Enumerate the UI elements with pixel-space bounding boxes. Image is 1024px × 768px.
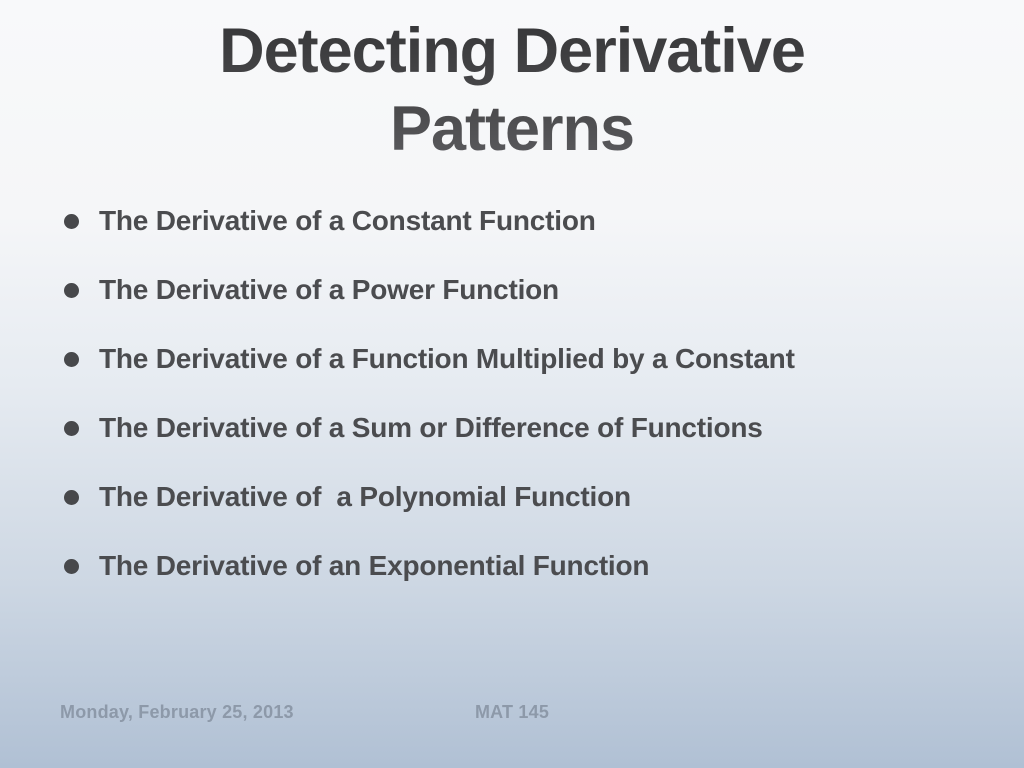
bullet-text: The Derivative of a Polynomial Function <box>99 481 631 512</box>
slide-title: Detecting Derivative Patterns <box>112 12 912 168</box>
list-item <box>64 342 996 376</box>
bullet-text: The Derivative of an Exponential Function <box>99 550 650 581</box>
bullet-text: The Derivative of a Power Function <box>99 274 559 305</box>
list-item <box>64 549 996 583</box>
footer-date: Monday, February 25, 2013 <box>60 702 294 722</box>
bullet-text: The Derivative of a Function Multiplied by a Constant <box>99 343 795 374</box>
bullet-icon <box>64 352 79 367</box>
footer-course-label: MAT 145 <box>474 702 550 722</box>
bullet-icon <box>64 283 79 298</box>
bullet-icon <box>64 490 79 505</box>
list-item <box>64 411 996 445</box>
bullet-icon <box>64 421 79 436</box>
list-item <box>64 204 996 238</box>
bullet-icon <box>64 214 79 229</box>
bullet-text: The Derivative of a Constant Function <box>99 205 596 236</box>
list-item <box>64 273 996 307</box>
list-item <box>64 480 996 514</box>
bullet-list <box>64 204 996 618</box>
bullet-icon <box>64 559 79 574</box>
bullet-text: The Derivative of a Sum or Difference of Functions <box>99 412 763 443</box>
